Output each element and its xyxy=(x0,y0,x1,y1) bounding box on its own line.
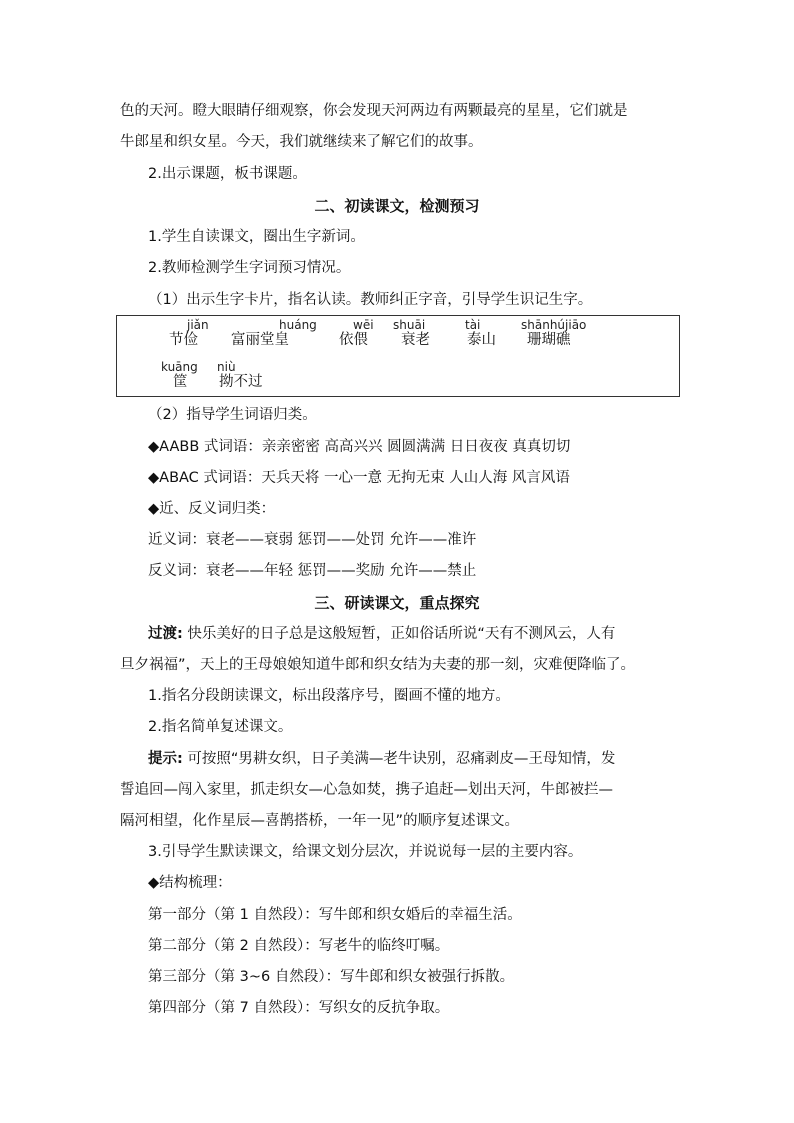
paragraph-hint-line1 xyxy=(148,749,615,769)
paragraph-transition-line2: 旦夕祸福”，天上的王母娘娘知道牛郎和织女结为夫妻的那一刻，灾难便降临了。 xyxy=(120,657,636,673)
character-card-box xyxy=(116,315,680,397)
paragraph-word-classify: （2）指导学生词语归类。 xyxy=(148,407,317,423)
section-heading-2: 二、初读课文，检测预习 xyxy=(314,197,480,215)
card-hanzi: 筐 xyxy=(173,374,188,390)
card-pinyin: wēi xyxy=(353,318,374,332)
card-hanzi: 珊瑚礁 xyxy=(527,332,571,348)
paragraph-show-cards: （1）出示生字卡片，指名认读。教师纠正字音，引导学生识记生字。 xyxy=(148,292,593,308)
paragraph-show-title: 2.出示课题，板书课题。 xyxy=(148,166,307,182)
card-hanzi: 节俭 xyxy=(169,332,198,348)
paragraph-check-preview: 2.教师检测学生字词预习情况。 xyxy=(148,260,351,276)
paragraph-hint-line2: 誓追回—闯入家里，抓走织女—心急如焚，携子追赶—划出天河，牛郎被拦— xyxy=(120,782,613,798)
paragraph-antonyms: 反义词：衰老——年轻 惩罚——奖励 允许——禁止 xyxy=(148,563,477,579)
section-heading-3: 三、研读课文，重点探究 xyxy=(314,594,480,612)
paragraph-intro-line1: 色的天河。瞪大眼睛仔细观察，你会发现天河两边有两颗最亮的星星，它们就是 xyxy=(120,103,628,119)
paragraph-abac: ◆ABAC 式词语：天兵天将 一心一意 无拘无束 人山人海 风言风语 xyxy=(148,470,570,486)
paragraph-transition-line1 xyxy=(148,624,615,644)
paragraph-self-read: 1.学生自读课文，圈出生字新词。 xyxy=(148,229,365,245)
paragraph-part1: 第一部分（第 1 自然段）：写牛郎和织女婚后的幸福生活。 xyxy=(148,907,522,923)
card-pinyin: kuāng xyxy=(161,360,198,374)
paragraph-synonyms: 近义词：衰老——衰弱 惩罚——处罚 允许——准许 xyxy=(148,532,477,548)
transition-label: 过渡: xyxy=(148,626,183,642)
hint-text: 可按照“男耕女织，日子美满—老牛诀别，忍痛剥皮—王母知情，发 xyxy=(182,751,616,767)
paragraph-read-sections: 1.指名分段朗读课文，标出段落序号，圈画不懂的地方。 xyxy=(148,688,510,704)
card-hanzi: 拗不过 xyxy=(219,374,263,390)
card-pinyin: shānhújiāo xyxy=(521,318,587,332)
transition-text: 快乐美好的日子总是这般短暂，正如俗话所说“天有不测风云，人有 xyxy=(182,626,616,642)
paragraph-silent-read: 3.引导学生默读课文，给课文划分层次，并说说每一层的主要内容。 xyxy=(148,844,583,860)
card-hanzi: 泰山 xyxy=(467,332,496,348)
card-hanzi: 依偎 xyxy=(339,332,368,348)
paragraph-intro-line2: 牛郎星和织女星。今天，我们就继续来了解它们的故事。 xyxy=(120,134,483,150)
card-pinyin: huáng xyxy=(279,318,317,332)
paragraph-part3: 第三部分（第 3~6 自然段）：写牛郎和织女被强行拆散。 xyxy=(148,969,515,985)
card-pinyin: niù xyxy=(217,360,236,374)
card-hanzi: 富丽堂皇 xyxy=(231,332,289,348)
paragraph-hint-line3: 隔河相望，化作星辰—喜鹊搭桥，一年一见”的顺序复述课文。 xyxy=(120,813,520,829)
paragraph-part2: 第二部分（第 2 自然段）：写老牛的临终叮嘱。 xyxy=(148,938,450,954)
card-pinyin: jiǎn xyxy=(187,318,209,332)
paragraph-retell: 2.指名简单复述课文。 xyxy=(148,719,293,735)
card-pinyin: shuāi xyxy=(393,318,426,332)
paragraph-part4: 第四部分（第 7 自然段）：写织女的反抗争取。 xyxy=(148,1000,450,1016)
card-hanzi: 衰老 xyxy=(401,332,430,348)
card-pinyin: tài xyxy=(465,318,481,332)
paragraph-structure-heading: ◆结构梳理： xyxy=(148,875,232,891)
paragraph-aabb: ◆AABB 式词语：亲亲密密 高高兴兴 圆圆满满 日日夜夜 真真切切 xyxy=(148,439,571,455)
hint-label: 提示: xyxy=(148,751,183,767)
paragraph-synonym-heading: ◆近、反义词归类： xyxy=(148,501,276,517)
